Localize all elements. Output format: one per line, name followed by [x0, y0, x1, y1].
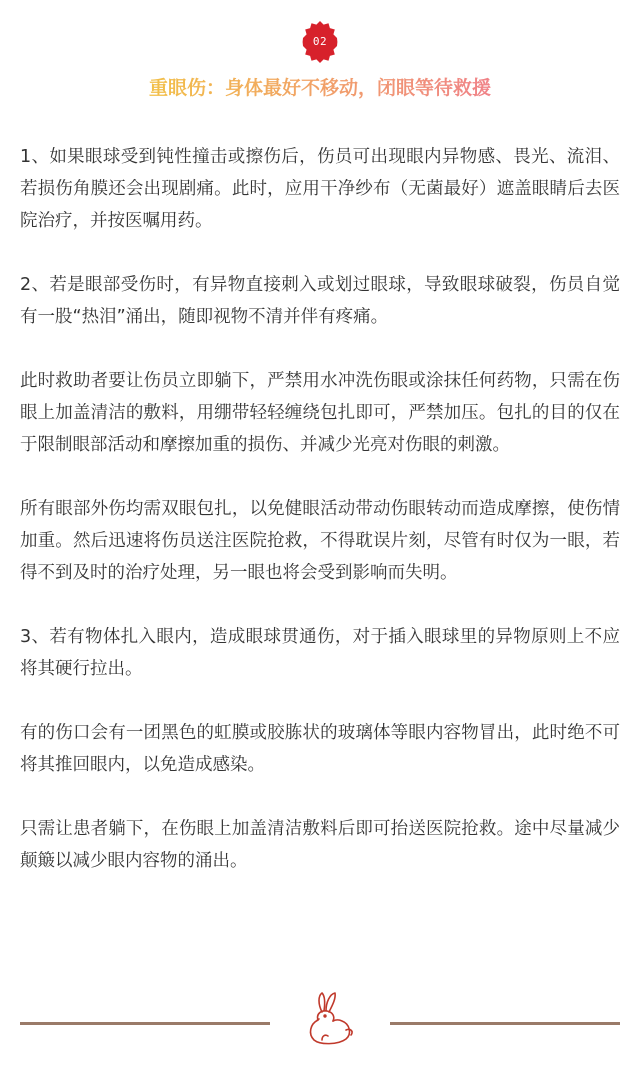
paragraph-4: 所有眼部外伤均需双眼包扎，以免健眼活动带动伤眼转动而造成摩擦，使伤情加重。然后迅速将伤员送注医院抢救，不得耽误片刻，尽管有时仅为一眼，若得不到及时的治疗处理，另一眼也将会受到影响而失明。: [20, 499, 620, 583]
footer-line-left: [20, 1022, 270, 1025]
footer-divider: [0, 990, 640, 1046]
paragraph-3: 此时救助者要让伤员立即躺下，严禁用水冲洗伤眼或涂抹任何药物，只需在伤眼上加盖清洁的敷料，用绷带轻轻缠绕包扎即可，严禁加压。包扎的目的仅在于限制眼部活动和摩擦加重的损伤、并减少光亮对伤眼的刺激。: [20, 371, 620, 455]
section-number: 02: [312, 35, 328, 48]
article-body: [20, 141, 620, 909]
paragraph-6: 有的伤口会有一团黑色的虹膜或胶胨状的玻璃体等眼内容物冒出，此时绝不可将其推回眼内，以免造成感染。: [20, 723, 620, 775]
paragraph-2: 2、若是眼部受伤时，有异物直接刺入或划过眼球，导致眼球破裂，伤员自觉有一股“热泪”涌出，随即视物不清并伴有疼痛。: [20, 275, 620, 327]
title-main: 身体最好不移动，闭眼等待救援: [225, 77, 492, 99]
paragraph-7: 只需让患者躺下，在伤眼上加盖清洁敷料后即可抬送医院抢救。途中尽量减少颠簸以减少眼内容物的涌出。: [20, 819, 620, 871]
footer-line-right: [390, 1022, 620, 1025]
section-title-text: [0, 72, 640, 102]
paragraph-1: 1、如果眼球受到钝性撞击或擦伤后，伤员可出现眼内异物感、畏光、流泪、若损伤角膜还会出现剧痛。此时，应用干净纱布（无菌最好）遮盖眼睛后去医院治疗，并按医嘱用药。: [20, 147, 620, 231]
svg-text:重眼伤：身体最好不移动，闭眼等待救援: [149, 76, 491, 99]
paragraph-5: 3、若有物体扎入眼内，造成眼球贯通伤，对于插入眼球里的异物原则上不应将其硬行拉出。: [20, 627, 620, 679]
section-number-badge: [298, 20, 342, 64]
title-prefix: 重眼伤：: [148, 77, 225, 99]
rabbit-icon: [298, 990, 358, 1046]
section-title: [0, 72, 640, 102]
